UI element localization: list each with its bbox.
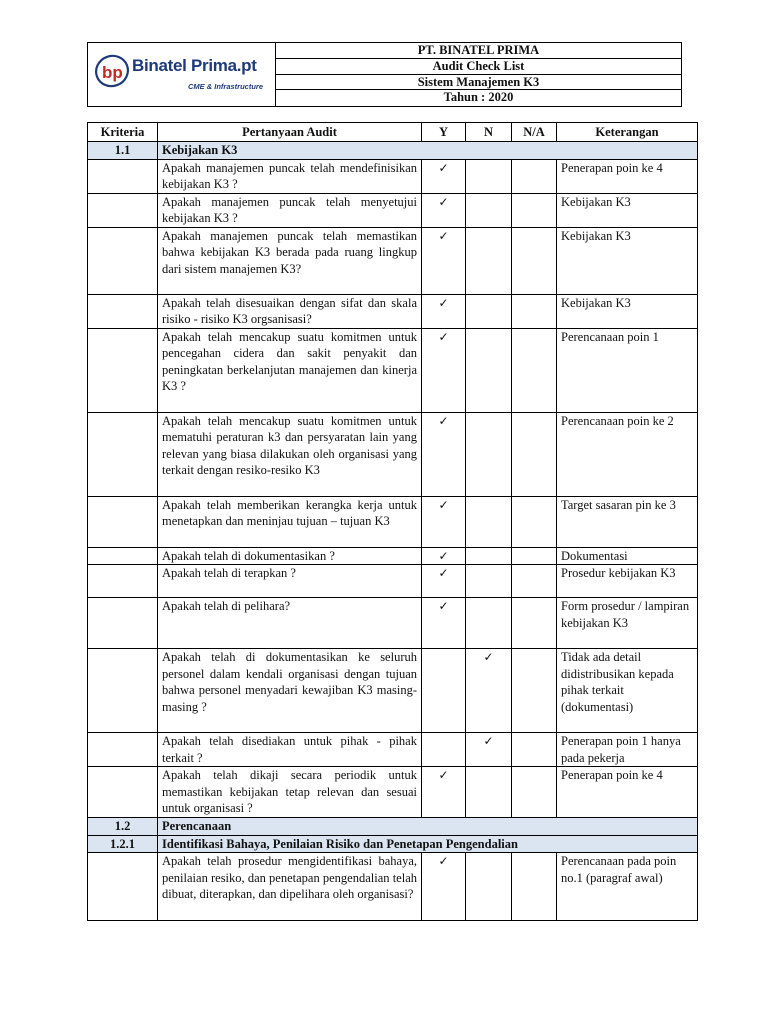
check-na-cell xyxy=(512,547,557,565)
question-cell: Apakah telah memberikan kerangka kerja untuk menetapkan dan meninjau tujuan – tujuan K3 xyxy=(158,496,422,547)
kriteria-cell xyxy=(88,767,158,818)
check-na-cell xyxy=(512,733,557,767)
check-n-cell xyxy=(466,496,512,547)
question-cell: Apakah telah disesuaikan dengan sifat dan skala risiko - risiko K3 orgsanisasi? xyxy=(158,294,422,328)
keterangan-cell: Kebijakan K3 xyxy=(557,227,698,294)
question-cell: Apakah telah disediakan untuk pihak - pihak terkait ? xyxy=(158,733,422,767)
question-cell: Apakah manajemen puncak telah menyetujui kebijakan K3 ? xyxy=(158,193,422,227)
kriteria-cell xyxy=(88,547,158,565)
check-n-cell xyxy=(466,853,512,921)
question-cell: Apakah telah di pelihara? xyxy=(158,598,422,649)
column-header-y: Y xyxy=(422,123,466,142)
check-n-cell: ✓ xyxy=(466,649,512,733)
check-y-cell: ✓ xyxy=(422,547,466,565)
section-number: 1.2 xyxy=(88,818,158,836)
question-cell: Apakah telah di dokumentasikan ? xyxy=(158,547,422,565)
kriteria-cell xyxy=(88,294,158,328)
check-n-cell xyxy=(466,547,512,565)
kriteria-cell xyxy=(88,496,158,547)
keterangan-cell: Perencanaan poin 1 xyxy=(557,328,698,412)
keterangan-cell: Target sasaran pin ke 3 xyxy=(557,496,698,547)
table-row xyxy=(88,733,698,767)
company-logo xyxy=(88,43,276,106)
check-n-cell xyxy=(466,328,512,412)
header-title-block xyxy=(276,43,681,106)
subsection-number: 1.2.1 xyxy=(88,835,158,853)
kriteria-cell xyxy=(88,412,158,496)
check-y-cell: ✓ xyxy=(422,412,466,496)
kriteria-cell xyxy=(88,193,158,227)
audit-checklist-table xyxy=(87,122,698,921)
table-row xyxy=(88,649,698,733)
table-row xyxy=(88,159,698,193)
check-n-cell xyxy=(466,294,512,328)
document-header xyxy=(87,42,682,107)
check-y-cell: ✓ xyxy=(422,565,466,598)
table-header-row xyxy=(88,123,698,142)
check-na-cell xyxy=(512,598,557,649)
check-y-cell: ✓ xyxy=(422,767,466,818)
check-n-cell xyxy=(466,193,512,227)
check-na-cell xyxy=(512,294,557,328)
column-header-na: N/A xyxy=(512,123,557,142)
check-na-cell xyxy=(512,412,557,496)
table-row xyxy=(88,294,698,328)
check-na-cell xyxy=(512,193,557,227)
document-title: Audit Check List xyxy=(276,59,681,75)
check-na-cell xyxy=(512,227,557,294)
section-title: Kebijakan K3 xyxy=(158,142,698,160)
check-n-cell xyxy=(466,767,512,818)
check-n-cell xyxy=(466,412,512,496)
question-cell: Apakah telah di dokumentasikan ke seluruh personel dalam kendali organisasi dengan tujuan bahwa personel menyadari kewajiban K3 masing- masing ? xyxy=(158,649,422,733)
keterangan-cell: Perencanaan pada poin no.1 (paragraf awal) xyxy=(557,853,698,921)
kriteria-cell xyxy=(88,159,158,193)
kriteria-cell xyxy=(88,565,158,598)
logo-name: Binatel Prima.pt xyxy=(132,56,257,75)
keterangan-cell: Penerapan poin ke 4 xyxy=(557,159,698,193)
check-na-cell xyxy=(512,853,557,921)
check-y-cell xyxy=(422,649,466,733)
check-na-cell xyxy=(512,565,557,598)
kriteria-cell xyxy=(88,328,158,412)
column-header-n: N xyxy=(466,123,512,142)
table-row xyxy=(88,547,698,565)
logo-tagline: CME & Infrastructure xyxy=(188,82,264,91)
question-cell: Apakah telah prosedur mengidentifikasi bahaya, penilaian resiko, dan penetapan pengendalian telah dibuat, diterapkan, dan dipelihara oleh organisasi? xyxy=(158,853,422,921)
keterangan-cell: Penerapan poin ke 4 xyxy=(557,767,698,818)
check-na-cell xyxy=(512,767,557,818)
check-y-cell: ✓ xyxy=(422,328,466,412)
keterangan-cell: Prosedur kebijakan K3 xyxy=(557,565,698,598)
keterangan-cell: Perencanaan poin ke 2 xyxy=(557,412,698,496)
section-row xyxy=(88,142,698,160)
table-row xyxy=(88,412,698,496)
keterangan-cell: Dokumentasi xyxy=(557,547,698,565)
table-row xyxy=(88,767,698,818)
check-y-cell: ✓ xyxy=(422,598,466,649)
kriteria-cell xyxy=(88,598,158,649)
check-y-cell: ✓ xyxy=(422,496,466,547)
kriteria-cell xyxy=(88,733,158,767)
table-row xyxy=(88,328,698,412)
table-row xyxy=(88,853,698,921)
subsection-row xyxy=(88,835,698,853)
check-na-cell xyxy=(512,496,557,547)
check-na-cell xyxy=(512,159,557,193)
question-cell: Apakah telah di terapkan ? xyxy=(158,565,422,598)
check-y-cell: ✓ xyxy=(422,294,466,328)
question-cell: Apakah manajemen puncak telah mendefinisikan kebijakan K3 ? xyxy=(158,159,422,193)
question-cell: Apakah telah mencakup suatu komitmen untuk pencegahan cidera dan sakit penyakit dan peningkatan berkelanjutan manajemen dan kinerja K3 ? xyxy=(158,328,422,412)
question-cell: Apakah manajemen puncak telah memastikan bahwa kebijakan K3 berada pada ruang lingkup dari sistem manajemen K3? xyxy=(158,227,422,294)
kriteria-cell xyxy=(88,853,158,921)
keterangan-cell: Form prosedur / lampiran kebijakan K3 xyxy=(557,598,698,649)
check-na-cell xyxy=(512,649,557,733)
section-number: 1.1 xyxy=(88,142,158,160)
section-title: Perencanaan xyxy=(158,818,698,836)
check-y-cell: ✓ xyxy=(422,853,466,921)
check-n-cell xyxy=(466,227,512,294)
question-cell: Apakah telah mencakup suatu komitmen untuk mematuhi peraturan k3 dan persyaratan lain yang relevan yang biasa dilakukan oleh organisasi yang terkait dengan resiko-resiko K3 xyxy=(158,412,422,496)
table-row xyxy=(88,227,698,294)
check-n-cell xyxy=(466,159,512,193)
keterangan-cell: Tidak ada detail didistribusikan kepada pihak terkait (dokumentasi) xyxy=(557,649,698,733)
year-label: Tahun : 2020 xyxy=(443,90,514,105)
kriteria-cell xyxy=(88,227,158,294)
table-row xyxy=(88,496,698,547)
logo-mark-icon xyxy=(94,53,130,89)
company-name: PT. BINATEL PRIMA xyxy=(276,43,681,59)
check-y-cell: ✓ xyxy=(422,227,466,294)
check-y-cell xyxy=(422,733,466,767)
column-header-keterangan: Keterangan xyxy=(557,123,698,142)
check-na-cell xyxy=(512,328,557,412)
keterangan-cell: Penerapan poin 1 hanya pada pekerja xyxy=(557,733,698,767)
keterangan-cell: Kebijakan K3 xyxy=(557,193,698,227)
section-row xyxy=(88,818,698,836)
column-header-pertanyaan: Pertanyaan Audit xyxy=(158,123,422,142)
subsection-title: Identifikasi Bahaya, Penilaian Risiko dan Penetapan Pengendalian xyxy=(158,835,698,853)
table-row xyxy=(88,565,698,598)
check-n-cell xyxy=(466,598,512,649)
table-row xyxy=(88,193,698,227)
svg-text:bp: bp xyxy=(102,63,123,82)
system-name: Sistem Manajemen K3 xyxy=(276,75,681,91)
check-n-cell: ✓ xyxy=(466,733,512,767)
kriteria-cell xyxy=(88,649,158,733)
column-header-kriteria: Kriteria xyxy=(88,123,158,142)
check-y-cell: ✓ xyxy=(422,159,466,193)
table-row xyxy=(88,598,698,649)
check-n-cell xyxy=(466,565,512,598)
question-cell: Apakah telah dikaji secara periodik untuk memastikan kebijakan tetap relevan dan sesuai untuk organisasi ? xyxy=(158,767,422,818)
keterangan-cell: Kebijakan K3 xyxy=(557,294,698,328)
check-y-cell: ✓ xyxy=(422,193,466,227)
